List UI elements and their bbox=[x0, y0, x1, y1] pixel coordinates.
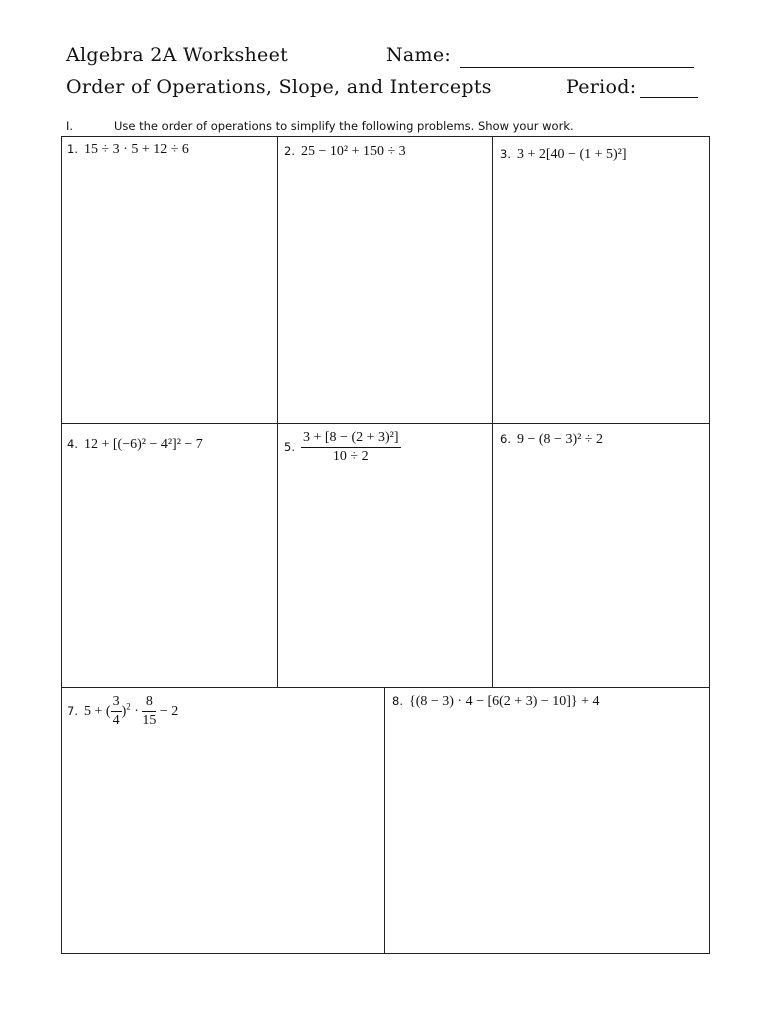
problem-expression: {(8 − 3) · 4 − [6(2 + 3) − 10]} + 4 bbox=[408, 694, 600, 709]
exponent: 2 bbox=[126, 701, 131, 712]
problem-number: 5. bbox=[284, 440, 295, 454]
problem-expression: 3 + 2[40 − (1 + 5)²] bbox=[516, 147, 627, 162]
dot-operator: · bbox=[130, 703, 143, 719]
problem-expression: 25 − 10² + 150 ÷ 3 bbox=[300, 144, 406, 159]
problem-6 bbox=[500, 432, 603, 448]
fraction bbox=[142, 694, 156, 729]
section-number: I. bbox=[66, 119, 74, 133]
problem-number: 8. bbox=[392, 694, 403, 708]
problem-number: 7. bbox=[67, 703, 78, 718]
fraction-numerator: 8 bbox=[142, 694, 156, 712]
fraction-denominator: 15 bbox=[142, 713, 157, 728]
problem-expression: 12 + [(−6)² − 4²]² − 7 bbox=[83, 437, 203, 452]
problem-number: 4. bbox=[67, 437, 78, 451]
name-label: Name: bbox=[386, 44, 452, 66]
problem-7 bbox=[67, 694, 178, 729]
fraction-numerator: 3 + [8 − (2 + 3)²] bbox=[301, 430, 401, 448]
fraction-denominator: 4 bbox=[112, 713, 120, 728]
problem-1 bbox=[67, 142, 189, 158]
name-blank-line[interactable] bbox=[460, 67, 694, 68]
problem-5 bbox=[284, 430, 401, 465]
grid-divider bbox=[61, 687, 710, 688]
worksheet-subtitle: Order of Operations, Slope, and Intercepts bbox=[66, 76, 492, 98]
problem-number: 2. bbox=[284, 144, 295, 158]
problem-number: 6. bbox=[500, 432, 511, 446]
section-instruction-row bbox=[66, 119, 574, 133]
fraction bbox=[301, 430, 401, 465]
expression-part: 5 + bbox=[83, 703, 106, 719]
problem-4 bbox=[67, 437, 203, 453]
fraction-numerator: 3 bbox=[111, 694, 122, 712]
problem-number: 3. bbox=[500, 147, 511, 161]
grid-divider bbox=[492, 136, 493, 687]
worksheet-title: Algebra 2A Worksheet bbox=[66, 44, 289, 66]
grid-divider bbox=[384, 687, 385, 954]
answer-grid bbox=[61, 136, 710, 954]
fraction bbox=[111, 694, 122, 729]
problem-number: 1. bbox=[67, 142, 78, 156]
problem-expression: 15 ÷ 3 · 5 + 12 ÷ 6 bbox=[83, 142, 189, 157]
grid-divider bbox=[277, 136, 278, 687]
section-instruction: Use the order of operations to simplify the following problems. Show your work. bbox=[114, 119, 574, 133]
fraction-denominator: 10 ÷ 2 bbox=[332, 449, 369, 464]
period-blank-line[interactable] bbox=[640, 97, 698, 98]
problem-2 bbox=[284, 144, 406, 160]
problem-expression: 9 − (8 − 3)² ÷ 2 bbox=[516, 432, 603, 447]
problem-3 bbox=[500, 147, 627, 163]
expression-part: − 2 bbox=[156, 703, 179, 719]
period-label: Period: bbox=[566, 76, 637, 98]
problem-expression: 5 + ( $\frac{3}{4}$ )$^2$ · $\frac{8}{15}$ − 2 bbox=[83, 694, 179, 728]
problem-8 bbox=[392, 694, 600, 710]
grid-divider bbox=[61, 423, 710, 424]
